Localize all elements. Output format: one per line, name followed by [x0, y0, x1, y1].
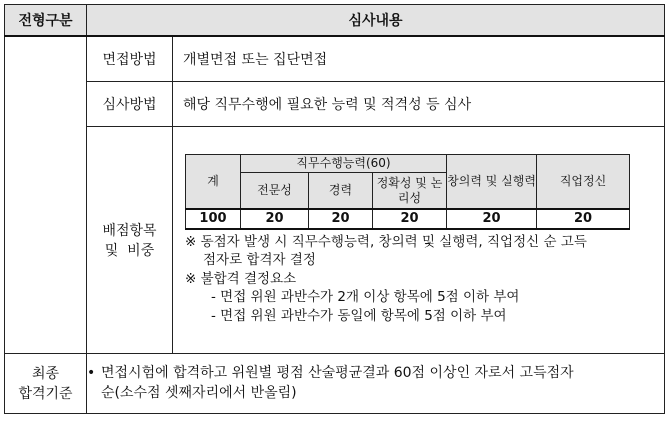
- method-row: [5, 36, 665, 81]
- tie-rule-line2: 점자로 합격자 결정: [203, 252, 316, 269]
- score-accuracy: 20: [373, 209, 447, 229]
- score-total: 100: [186, 209, 241, 229]
- weight-label: [87, 126, 173, 353]
- score-values-row: [186, 209, 630, 229]
- accuracy-header: 정확성 및 논리성: [373, 173, 447, 209]
- final-text-line2: 순(소수점 셋째자리에서 반올림): [101, 385, 297, 402]
- career-header: 경력: [309, 173, 373, 209]
- score-spirit: 20: [537, 209, 630, 229]
- review-value: 해당 직무수행에 필요한 능력 및 적격성 등 심사: [173, 81, 665, 126]
- final-criteria: [87, 353, 665, 413]
- review-label: 심사방법: [87, 81, 173, 126]
- final-text-line1: 면접시험에 합격하고 위원별 평점 산술평균결과 60점 이상인 자로서 고득점자: [101, 365, 574, 382]
- notes-block: [185, 233, 655, 326]
- score-career: 20: [309, 209, 373, 229]
- job-spirit-header: 직업정신: [537, 155, 630, 209]
- weight-label-line2: 및 비중: [104, 242, 155, 259]
- screening-table: [4, 4, 665, 414]
- method-label: 면접방법: [87, 36, 173, 81]
- fail-title: ※ 불합격 결정요소: [185, 270, 297, 287]
- job-ability-header: 직무수행능력(60): [241, 155, 447, 173]
- final-label-line2: 합격기준: [18, 386, 73, 403]
- interview-category-cell: [5, 36, 87, 353]
- creativity-header: 창의력 및 실행력: [447, 155, 537, 209]
- score-table: [185, 154, 630, 230]
- tie-rule-line1: ※ 동점자 발생 시 직무수행능력, 창의력 및 실행력, 직업정신 순 고득: [185, 233, 587, 250]
- fail-item-2: - 면접 위원 과반수가 동일에 항목에 5점 이하 부여: [211, 307, 507, 324]
- final-row: [5, 353, 665, 413]
- final-label-line1: 최종: [31, 366, 60, 383]
- weight-row: [5, 126, 665, 353]
- header-row: [5, 5, 665, 37]
- fail-item-1: - 면접 위원 과반수가 2개 이상 항목에 5점 이하 부여: [211, 289, 520, 306]
- method-value: 개별면접 또는 집단면접: [173, 36, 665, 81]
- weight-content: [173, 126, 665, 353]
- bullet-icon: •: [87, 365, 96, 382]
- expertise-header: 전문성: [241, 173, 309, 209]
- total-header: 계: [186, 155, 241, 209]
- review-row: [5, 81, 665, 126]
- header-content: 심사내용: [87, 5, 665, 37]
- score-expertise: 20: [241, 209, 309, 229]
- header-category: 전형구분: [5, 5, 87, 37]
- score-creativity: 20: [447, 209, 537, 229]
- final-label: [5, 353, 87, 413]
- weight-label-line1: 배점항목: [102, 222, 157, 239]
